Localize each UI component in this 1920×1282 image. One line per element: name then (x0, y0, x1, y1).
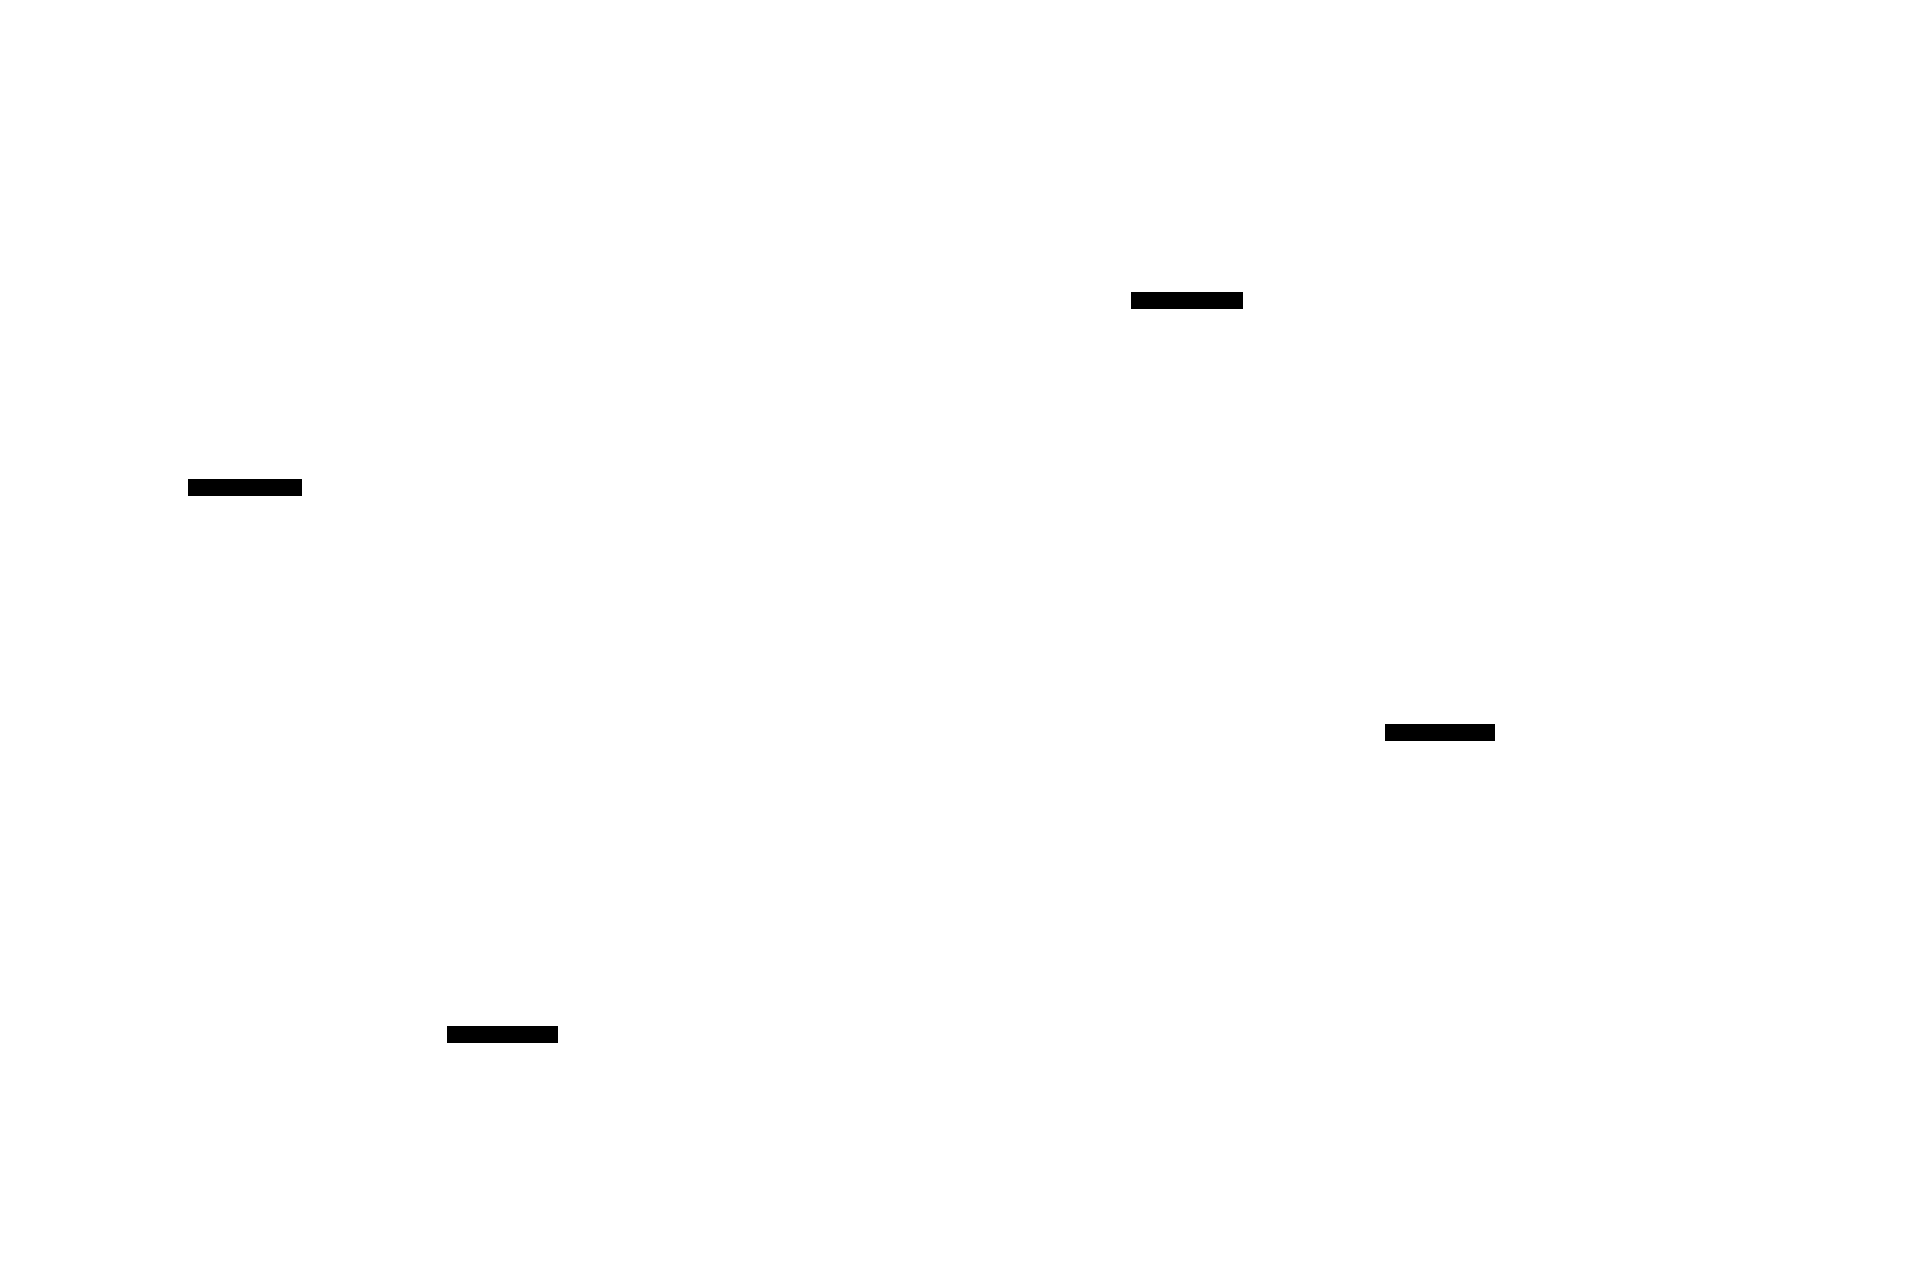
redaction-bar (188, 479, 302, 496)
redaction-bar (1385, 724, 1495, 741)
redaction-bar (447, 1026, 558, 1043)
redaction-bar (1131, 292, 1243, 309)
